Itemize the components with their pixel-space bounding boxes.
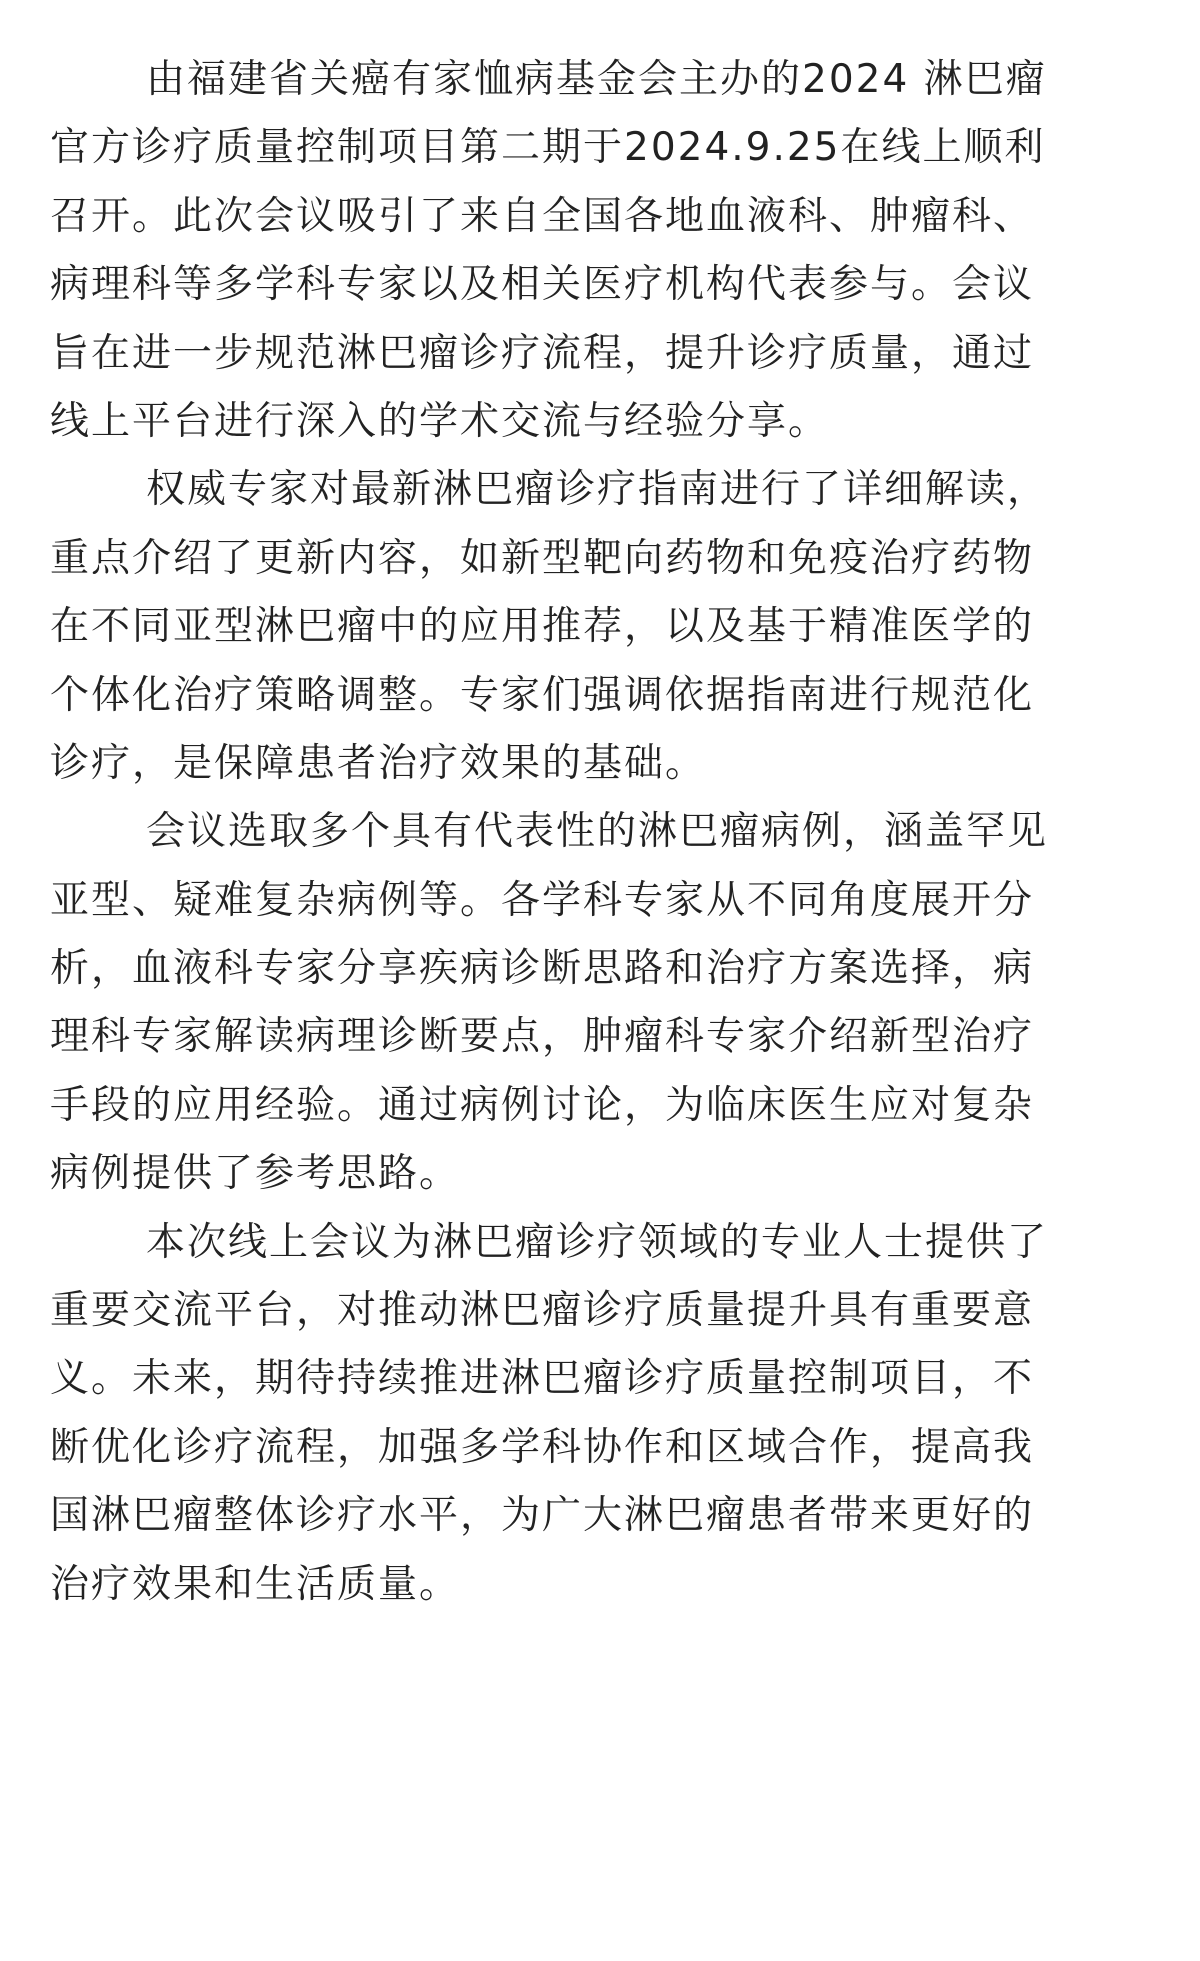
- paragraph-4: [50, 1209, 1160, 1619]
- paragraph-3: [50, 798, 1160, 1208]
- paragraph-line: 线上平台进行深入的学术交流与经验分享。: [50, 398, 830, 444]
- paragraph-line: 召开。此次会议吸引了来自全国各地血液科、肿瘤科、: [50, 193, 1035, 239]
- paragraph-line: 个体化治疗策略调整。专家们强调依据指南进行规范化: [50, 672, 1035, 718]
- article-body: [50, 46, 1160, 1619]
- paragraph-line: 权威专家对最新淋巴瘤诊疗指南进行了详细解读，: [146, 467, 1049, 513]
- paragraph-line: 诊疗，是保障患者治疗效果的基础。: [50, 740, 707, 786]
- paragraph-line: 理科专家解读病理诊断要点，肿瘤科专家介绍新型治疗: [50, 1014, 1035, 1060]
- paragraph-line: 治疗效果和生活质量。: [50, 1561, 461, 1607]
- paragraph-line: 手段的应用经验。通过病例讨论，为临床医生应对复杂: [50, 1082, 1035, 1128]
- paragraph-line: 会议选取多个具有代表性的淋巴瘤病例，涵盖罕见: [146, 809, 1049, 855]
- paragraph-line: 病理科等多学科专家以及相关医疗机构代表参与。会议: [50, 262, 1035, 308]
- paragraph-line: 亚型、疑难复杂病例等。各学科专家从不同角度展开分: [50, 877, 1035, 923]
- paragraph-line: 重要交流平台，对推动淋巴瘤诊疗质量提升具有重要意: [50, 1288, 1035, 1334]
- paragraph-line: 旨在进一步规范淋巴瘤诊疗流程，提升诊疗质量，通过: [50, 330, 1035, 376]
- paragraph-line: 官方诊疗质量控制项目第二期于2024.9.25在线上顺利: [50, 125, 1046, 171]
- paragraph-line: 断优化诊疗流程，加强多学科协作和区域合作，提高我: [50, 1424, 1035, 1470]
- paragraph-2: [50, 456, 1160, 798]
- paragraph-1: [50, 46, 1160, 456]
- paragraph-line: 病例提供了参考思路。: [50, 1151, 461, 1197]
- paragraph-line: 义。未来，期待持续推进淋巴瘤诊疗质量控制项目，不: [50, 1356, 1035, 1402]
- paragraph-line: 析，血液科专家分享疾病诊断思路和治疗方案选择，病: [50, 946, 1035, 992]
- paragraph-line: 国淋巴瘤整体诊疗水平，为广大淋巴瘤患者带来更好的: [50, 1493, 1035, 1539]
- paragraph-line: 重点介绍了更新内容，如新型靶向药物和免疫治疗药物: [50, 535, 1035, 581]
- paragraph-line: 本次线上会议为淋巴瘤诊疗领域的专业人士提供了: [146, 1219, 1049, 1265]
- paragraph-line: 由福建省关癌有家恤病基金会主办的2024 淋巴瘤: [146, 57, 1047, 102]
- paragraph-line: 在不同亚型淋巴瘤中的应用推荐，以及基于精准医学的: [50, 604, 1035, 650]
